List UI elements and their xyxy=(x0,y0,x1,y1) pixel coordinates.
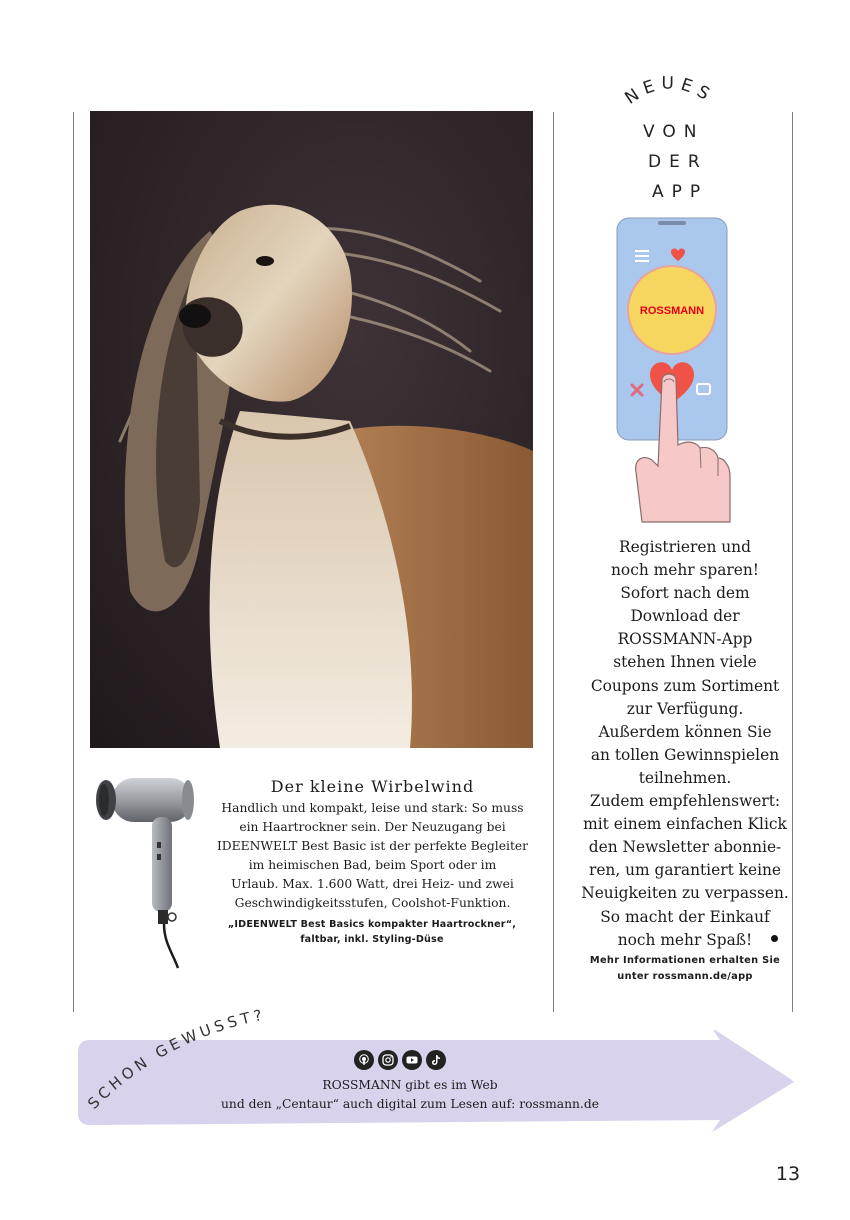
app-text-line: noch mehr sparen! xyxy=(611,561,759,580)
hair-dryer-image xyxy=(92,772,202,972)
banner-text xyxy=(200,1076,620,1114)
heading-word-neues: NEUES xyxy=(621,73,718,109)
product-title: Der kleine Wirbelwind xyxy=(270,777,475,796)
app-text-line: mit einem einfachen Klick xyxy=(583,815,787,834)
app-note-line[interactable]: unter rossmann.de/app xyxy=(617,971,753,982)
instagram-icon[interactable] xyxy=(378,1050,398,1070)
app-info-note xyxy=(560,953,810,985)
product-description-line: Handlich und kompakt, leise und stark: So muss xyxy=(221,801,524,815)
page-number: 13 xyxy=(775,1163,801,1185)
app-text-line: ROSSMANN-App xyxy=(617,630,753,649)
app-text-line: Zudem empfehlenswert: xyxy=(589,792,781,811)
end-bullet xyxy=(771,935,778,942)
youtube-icon[interactable] xyxy=(402,1050,422,1070)
product-caption-line: „IDEENWELT Best Basics kompakter Haartrockner“, xyxy=(227,919,517,930)
product-caption-line: faltbar, inkl. Styling-Düse xyxy=(300,934,444,945)
app-text-line: teilnehmen. xyxy=(638,768,732,787)
app-text-line: an tollen Gewinnspielen xyxy=(590,745,780,764)
left-rule xyxy=(73,112,74,1012)
app-text-line: Sofort nach dem xyxy=(620,584,750,603)
phone-brand-logo: ROSSMANN xyxy=(639,305,705,317)
social-icons xyxy=(354,1050,464,1074)
app-text-line: Registrieren und xyxy=(619,538,751,556)
app-text-line: ren, um garantiert keine xyxy=(588,861,782,880)
app-text-line: noch mehr Spaß! xyxy=(617,930,753,949)
app-text-line: Coupons zum Sortiment xyxy=(590,676,780,695)
menu-icon xyxy=(635,250,649,262)
product-description xyxy=(215,799,530,913)
product-description-line: ein Haartrockner sein. Der Neuzugang bei xyxy=(239,820,506,834)
app-text-line: Download der xyxy=(630,607,740,626)
product-description-line: Geschwindigkeitsstufen, Coolshot-Funktion. xyxy=(234,896,511,910)
afghan-hound-photo xyxy=(90,111,533,748)
banner-line-2[interactable]: und den „Centaur“ auch digital zum Lesen auf: rossmann.de xyxy=(220,1097,599,1111)
app-text-line: Neuigkeiten zu verpassen. xyxy=(581,884,789,903)
app-text-line: stehen Ihnen viele xyxy=(613,653,757,672)
banner-heading-text: SCHON GEWUSST? xyxy=(84,1005,268,1113)
app-text-line: zur Verfügung. xyxy=(626,699,744,718)
app-description xyxy=(560,536,810,952)
app-text-line: So macht der Einkauf xyxy=(600,907,770,926)
tiktok-icon[interactable] xyxy=(426,1050,446,1070)
middle-rule xyxy=(553,112,554,1012)
svg-text:NEUES xyxy=(621,74,717,109)
product-description-line: Urlaub. Max. 1.600 Watt, drei Heiz- und zwei xyxy=(231,877,514,891)
app-heading xyxy=(600,70,740,210)
podcast-icon[interactable] xyxy=(354,1050,374,1070)
product-description-line: IDEENWELT Best Basic ist der perfekte Begleiter xyxy=(216,839,529,853)
banner-line-1: ROSSMANN gibt es im Web xyxy=(322,1078,498,1092)
heading-word-von: VON xyxy=(643,122,705,142)
product-caption xyxy=(207,917,537,947)
heading-word-der: DER xyxy=(648,152,708,172)
heading-word-app: APP xyxy=(652,182,709,202)
product-description-line: im heimischen Bad, beim Sport oder im xyxy=(248,858,497,872)
app-text-line: Außerdem können Sie xyxy=(598,722,772,741)
app-text-line: den Newsletter abonnie- xyxy=(588,838,782,857)
phone-illustration xyxy=(600,210,740,530)
app-note-line: Mehr Informationen erhalten Sie xyxy=(589,955,781,966)
